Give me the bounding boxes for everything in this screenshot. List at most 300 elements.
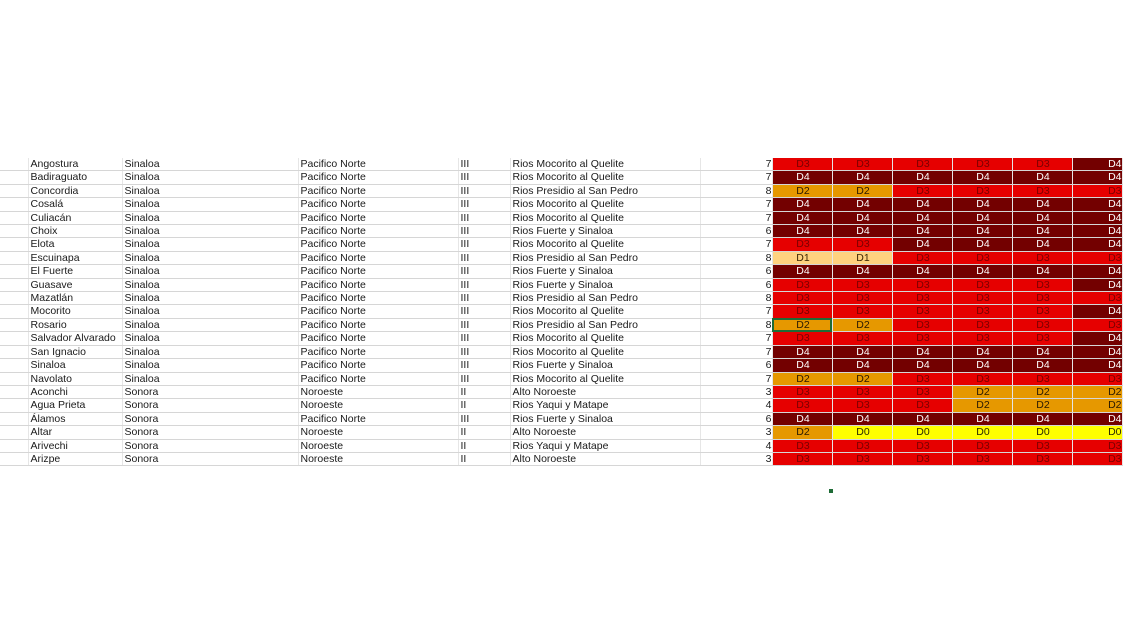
number-cell[interactable]: 7 (700, 198, 772, 211)
drought-level-cell[interactable]: D3 (952, 439, 1012, 452)
drought-level-cell[interactable]: D4 (772, 359, 832, 372)
drought-level-cell[interactable]: D4 (832, 265, 892, 278)
drought-level-cell[interactable]: D3 (1012, 439, 1072, 452)
municipio-cell[interactable]: Altar (28, 426, 122, 439)
estado-cell[interactable]: Sinaloa (122, 158, 298, 171)
numeral-cell[interactable]: III (458, 345, 510, 358)
municipio-cell[interactable]: Culiacán (28, 211, 122, 224)
region-cell[interactable]: Pacifico Norte (298, 359, 458, 372)
drought-level-cell[interactable]: D4 (1012, 171, 1072, 184)
spreadsheet-grid[interactable] (0, 158, 1122, 465)
row-gutter-cell[interactable] (0, 372, 28, 385)
number-cell[interactable]: 4 (700, 439, 772, 452)
municipio-cell[interactable]: Mazatlán (28, 292, 122, 305)
drought-level-cell[interactable]: D3 (892, 305, 952, 318)
drought-level-cell[interactable]: D3 (832, 399, 892, 412)
number-cell[interactable]: 7 (700, 158, 772, 171)
number-cell[interactable]: 6 (700, 225, 772, 238)
region-cell[interactable]: Noroeste (298, 426, 458, 439)
drought-level-cell[interactable]: D2 (832, 318, 892, 331)
region-cell[interactable]: Pacifico Norte (298, 292, 458, 305)
region-cell[interactable]: Pacifico Norte (298, 251, 458, 264)
row-gutter-cell[interactable] (0, 251, 28, 264)
numeral-cell[interactable]: III (458, 198, 510, 211)
region-cell[interactable]: Noroeste (298, 399, 458, 412)
fill-handle[interactable] (829, 489, 833, 493)
drought-level-cell[interactable]: D3 (1072, 184, 1122, 197)
cuenca-cell[interactable]: Rios Mocorito al Quelite (510, 332, 700, 345)
drought-level-cell[interactable]: D4 (1072, 265, 1122, 278)
numeral-cell[interactable]: III (458, 225, 510, 238)
number-cell[interactable]: 8 (700, 251, 772, 264)
drought-level-cell[interactable]: D3 (772, 332, 832, 345)
drought-level-cell[interactable]: D3 (892, 385, 952, 398)
row-gutter-cell[interactable] (0, 278, 28, 291)
drought-level-cell[interactable]: D3 (952, 158, 1012, 171)
municipio-cell[interactable]: Álamos (28, 412, 122, 425)
drought-level-cell[interactable]: D3 (832, 452, 892, 465)
estado-cell[interactable]: Sinaloa (122, 292, 298, 305)
number-cell[interactable]: 6 (700, 265, 772, 278)
row-gutter-cell[interactable] (0, 292, 28, 305)
drought-level-cell[interactable]: D3 (832, 238, 892, 251)
drought-level-cell[interactable]: D3 (1012, 305, 1072, 318)
number-cell[interactable]: 7 (700, 305, 772, 318)
numeral-cell[interactable]: II (458, 452, 510, 465)
estado-cell[interactable]: Sinaloa (122, 198, 298, 211)
drought-level-cell[interactable]: D4 (1072, 225, 1122, 238)
region-cell[interactable]: Pacifico Norte (298, 345, 458, 358)
drought-level-cell[interactable]: D3 (892, 372, 952, 385)
drought-level-cell[interactable]: D3 (892, 439, 952, 452)
numeral-cell[interactable]: III (458, 359, 510, 372)
number-cell[interactable]: 3 (700, 426, 772, 439)
drought-level-cell[interactable]: D3 (892, 332, 952, 345)
drought-level-cell[interactable]: D3 (1012, 278, 1072, 291)
row-gutter-cell[interactable] (0, 359, 28, 372)
region-cell[interactable]: Pacifico Norte (298, 305, 458, 318)
municipio-cell[interactable]: Arizpe (28, 452, 122, 465)
estado-cell[interactable]: Sonora (122, 426, 298, 439)
row-gutter-cell[interactable] (0, 345, 28, 358)
number-cell[interactable]: 7 (700, 238, 772, 251)
number-cell[interactable]: 7 (700, 345, 772, 358)
drought-level-cell[interactable]: D4 (832, 345, 892, 358)
drought-level-cell[interactable]: D4 (1012, 225, 1072, 238)
municipio-cell[interactable]: Guasave (28, 278, 122, 291)
region-cell[interactable]: Pacifico Norte (298, 372, 458, 385)
drought-level-cell[interactable]: D4 (1012, 265, 1072, 278)
municipio-cell[interactable]: Cosalá (28, 198, 122, 211)
municipio-cell[interactable]: Rosario (28, 318, 122, 331)
drought-level-cell[interactable]: D3 (952, 278, 1012, 291)
cuenca-cell[interactable]: Rios Mocorito al Quelite (510, 171, 700, 184)
estado-cell[interactable]: Sinaloa (122, 345, 298, 358)
municipio-cell[interactable]: Sinaloa (28, 359, 122, 372)
drought-level-cell[interactable]: D4 (772, 412, 832, 425)
drought-level-cell[interactable]: D3 (1072, 439, 1122, 452)
region-cell[interactable]: Pacifico Norte (298, 184, 458, 197)
cuenca-cell[interactable]: Rios Presidio al San Pedro (510, 184, 700, 197)
drought-level-cell[interactable]: D4 (772, 345, 832, 358)
drought-level-cell[interactable]: D4 (892, 171, 952, 184)
row-gutter-cell[interactable] (0, 184, 28, 197)
cuenca-cell[interactable]: Rios Fuerte y Sinaloa (510, 359, 700, 372)
drought-level-cell[interactable]: D3 (1072, 318, 1122, 331)
row-gutter-cell[interactable] (0, 439, 28, 452)
drought-level-cell[interactable]: D4 (832, 412, 892, 425)
number-cell[interactable]: 7 (700, 171, 772, 184)
drought-level-cell[interactable]: D2 (772, 372, 832, 385)
drought-level-cell[interactable]: D4 (1072, 158, 1122, 171)
estado-cell[interactable]: Sinaloa (122, 332, 298, 345)
drought-level-cell[interactable]: D4 (772, 265, 832, 278)
drought-level-cell[interactable]: D0 (952, 426, 1012, 439)
drought-level-cell[interactable]: D3 (772, 452, 832, 465)
row-gutter-cell[interactable] (0, 412, 28, 425)
numeral-cell[interactable]: III (458, 292, 510, 305)
drought-level-cell[interactable]: D2 (952, 385, 1012, 398)
drought-level-cell[interactable]: D4 (772, 198, 832, 211)
row-gutter-cell[interactable] (0, 332, 28, 345)
drought-level-cell[interactable]: D4 (1072, 198, 1122, 211)
row-gutter-cell[interactable] (0, 305, 28, 318)
drought-level-cell[interactable]: D3 (1012, 251, 1072, 264)
region-cell[interactable]: Pacifico Norte (298, 211, 458, 224)
drought-level-cell[interactable]: D2 (1072, 385, 1122, 398)
drought-level-cell[interactable]: D2 (772, 426, 832, 439)
drought-level-cell[interactable]: D0 (1012, 426, 1072, 439)
drought-level-cell[interactable]: D4 (1012, 412, 1072, 425)
municipio-cell[interactable]: San Ignacio (28, 345, 122, 358)
row-gutter-cell[interactable] (0, 426, 28, 439)
drought-level-cell[interactable]: D3 (1012, 318, 1072, 331)
drought-level-cell[interactable]: D2 (1012, 385, 1072, 398)
drought-level-cell[interactable]: D3 (952, 372, 1012, 385)
drought-level-cell[interactable]: D3 (952, 332, 1012, 345)
drought-level-cell[interactable]: D3 (772, 278, 832, 291)
municipio-cell[interactable]: Aconchi (28, 385, 122, 398)
cuenca-cell[interactable]: Rios Presidio al San Pedro (510, 318, 700, 331)
row-gutter-cell[interactable] (0, 265, 28, 278)
drought-level-cell[interactable]: D4 (952, 171, 1012, 184)
region-cell[interactable]: Pacifico Norte (298, 171, 458, 184)
drought-level-cell[interactable]: D4 (892, 359, 952, 372)
region-cell[interactable]: Pacifico Norte (298, 412, 458, 425)
drought-level-cell[interactable]: D4 (832, 171, 892, 184)
drought-level-cell[interactable]: D3 (1072, 292, 1122, 305)
drought-level-cell[interactable]: D2 (1072, 399, 1122, 412)
drought-level-cell[interactable]: D4 (952, 211, 1012, 224)
drought-level-cell[interactable]: D3 (1012, 184, 1072, 197)
drought-level-cell[interactable]: D4 (892, 211, 952, 224)
drought-level-cell[interactable]: D4 (892, 198, 952, 211)
municipio-cell[interactable]: Arivechi (28, 439, 122, 452)
drought-level-cell[interactable]: D4 (772, 211, 832, 224)
drought-level-cell[interactable]: D3 (892, 452, 952, 465)
numeral-cell[interactable]: II (458, 399, 510, 412)
drought-level-cell[interactable]: D4 (892, 345, 952, 358)
drought-level-cell[interactable]: D4 (1072, 359, 1122, 372)
row-gutter-cell[interactable] (0, 198, 28, 211)
municipio-cell[interactable]: Badiraguato (28, 171, 122, 184)
drought-level-cell[interactable]: D3 (832, 158, 892, 171)
row-gutter-cell[interactable] (0, 318, 28, 331)
estado-cell[interactable]: Sonora (122, 452, 298, 465)
estado-cell[interactable]: Sinaloa (122, 225, 298, 238)
drought-level-cell[interactable]: D4 (1072, 238, 1122, 251)
drought-level-cell[interactable]: D3 (952, 184, 1012, 197)
numeral-cell[interactable]: III (458, 318, 510, 331)
drought-level-cell[interactable]: D3 (1012, 452, 1072, 465)
drought-level-cell[interactable]: D3 (772, 238, 832, 251)
drought-level-cell[interactable]: D4 (952, 225, 1012, 238)
drought-level-cell[interactable]: D4 (1012, 211, 1072, 224)
drought-level-cell[interactable]: D3 (772, 439, 832, 452)
drought-level-cell[interactable]: D4 (1072, 345, 1122, 358)
region-cell[interactable]: Pacifico Norte (298, 198, 458, 211)
numeral-cell[interactable]: III (458, 158, 510, 171)
numeral-cell[interactable]: III (458, 184, 510, 197)
number-cell[interactable]: 3 (700, 452, 772, 465)
region-cell[interactable]: Pacifico Norte (298, 278, 458, 291)
estado-cell[interactable]: Sinaloa (122, 211, 298, 224)
drought-level-cell[interactable]: D3 (832, 385, 892, 398)
drought-level-cell[interactable]: D3 (892, 292, 952, 305)
estado-cell[interactable]: Sonora (122, 385, 298, 398)
drought-level-cell[interactable]: D4 (892, 265, 952, 278)
number-cell[interactable]: 7 (700, 211, 772, 224)
drought-level-cell[interactable]: D4 (1072, 278, 1122, 291)
estado-cell[interactable]: Sinaloa (122, 372, 298, 385)
municipio-cell[interactable]: Salvador Alvarado (28, 332, 122, 345)
municipio-cell[interactable]: Concordia (28, 184, 122, 197)
drought-level-cell[interactable]: D2 (772, 184, 832, 197)
row-gutter-cell[interactable] (0, 225, 28, 238)
row-gutter-cell[interactable] (0, 238, 28, 251)
drought-level-cell[interactable]: D4 (1072, 171, 1122, 184)
numeral-cell[interactable]: III (458, 171, 510, 184)
drought-level-cell[interactable]: D0 (1072, 426, 1122, 439)
drought-level-cell[interactable]: D3 (1072, 251, 1122, 264)
drought-level-cell[interactable]: D2 (832, 372, 892, 385)
drought-level-cell[interactable]: D3 (892, 158, 952, 171)
drought-level-cell[interactable]: D4 (1072, 332, 1122, 345)
row-gutter-cell[interactable] (0, 399, 28, 412)
numeral-cell[interactable]: II (458, 385, 510, 398)
estado-cell[interactable]: Sinaloa (122, 359, 298, 372)
drought-level-cell[interactable]: D3 (1072, 452, 1122, 465)
numeral-cell[interactable]: II (458, 439, 510, 452)
drought-level-cell[interactable]: D3 (832, 439, 892, 452)
drought-level-cell[interactable]: D1 (772, 251, 832, 264)
cuenca-cell[interactable]: Alto Noroeste (510, 385, 700, 398)
numeral-cell[interactable]: III (458, 238, 510, 251)
drought-level-cell[interactable]: D4 (1072, 305, 1122, 318)
numeral-cell[interactable]: III (458, 332, 510, 345)
drought-level-cell[interactable]: D3 (952, 452, 1012, 465)
drought-level-cell[interactable]: D3 (892, 399, 952, 412)
drought-level-cell[interactable]: D4 (832, 211, 892, 224)
region-cell[interactable]: Pacifico Norte (298, 238, 458, 251)
drought-level-cell[interactable]: D3 (772, 158, 832, 171)
drought-level-cell[interactable]: D3 (772, 399, 832, 412)
municipio-cell[interactable]: Escuinapa (28, 251, 122, 264)
drought-level-cell[interactable]: D3 (832, 278, 892, 291)
row-gutter-cell[interactable] (0, 171, 28, 184)
drought-level-cell[interactable]: D3 (832, 332, 892, 345)
cuenca-cell[interactable]: Rios Mocorito al Quelite (510, 345, 700, 358)
drought-level-cell[interactable]: D4 (1012, 345, 1072, 358)
number-cell[interactable]: 6 (700, 359, 772, 372)
number-cell[interactable]: 3 (700, 385, 772, 398)
cuenca-cell[interactable]: Rios Mocorito al Quelite (510, 158, 700, 171)
municipio-cell[interactable]: Elota (28, 238, 122, 251)
cuenca-cell[interactable]: Rios Yaqui y Matape (510, 399, 700, 412)
numeral-cell[interactable]: III (458, 305, 510, 318)
drought-level-cell[interactable]: D4 (832, 198, 892, 211)
drought-level-cell[interactable]: D4 (1012, 238, 1072, 251)
municipio-cell[interactable]: Angostura (28, 158, 122, 171)
drought-level-cell[interactable]: D3 (952, 251, 1012, 264)
region-cell[interactable]: Noroeste (298, 439, 458, 452)
drought-level-cell[interactable]: D0 (892, 426, 952, 439)
drought-level-cell[interactable]: D2 (832, 184, 892, 197)
cuenca-cell[interactable]: Rios Mocorito al Quelite (510, 211, 700, 224)
region-cell[interactable]: Pacifico Norte (298, 225, 458, 238)
estado-cell[interactable]: Sinaloa (122, 318, 298, 331)
numeral-cell[interactable]: III (458, 278, 510, 291)
drought-level-cell[interactable]: D4 (892, 238, 952, 251)
drought-level-cell[interactable]: D4 (892, 225, 952, 238)
estado-cell[interactable]: Sinaloa (122, 184, 298, 197)
drought-level-cell[interactable]: D3 (772, 385, 832, 398)
number-cell[interactable]: 7 (700, 332, 772, 345)
drought-level-cell[interactable]: D3 (892, 184, 952, 197)
drought-level-cell[interactable]: D3 (832, 305, 892, 318)
region-cell[interactable]: Noroeste (298, 385, 458, 398)
drought-level-cell[interactable]: D4 (772, 225, 832, 238)
number-cell[interactable]: 4 (700, 399, 772, 412)
municipio-cell[interactable]: Choix (28, 225, 122, 238)
drought-level-cell[interactable]: D3 (772, 305, 832, 318)
drought-level-cell[interactable]: D3 (1072, 372, 1122, 385)
cuenca-cell[interactable]: Rios Presidio al San Pedro (510, 251, 700, 264)
municipio-cell[interactable]: Agua Prieta (28, 399, 122, 412)
cuenca-cell[interactable]: Alto Noroeste (510, 426, 700, 439)
drought-level-cell[interactable]: D0 (832, 426, 892, 439)
cuenca-cell[interactable]: Rios Fuerte y Sinaloa (510, 265, 700, 278)
drought-level-cell[interactable]: D3 (1012, 292, 1072, 305)
cuenca-cell[interactable]: Rios Mocorito al Quelite (510, 198, 700, 211)
numeral-cell[interactable]: III (458, 372, 510, 385)
cuenca-cell[interactable]: Rios Presidio al San Pedro (510, 292, 700, 305)
drought-level-cell[interactable]: D4 (892, 412, 952, 425)
number-cell[interactable]: 6 (700, 412, 772, 425)
drought-level-cell[interactable]: D3 (952, 292, 1012, 305)
number-cell[interactable]: 6 (700, 278, 772, 291)
number-cell[interactable]: 7 (700, 372, 772, 385)
cuenca-cell[interactable]: Rios Yaqui y Matape (510, 439, 700, 452)
cuenca-cell[interactable]: Alto Noroeste (510, 452, 700, 465)
number-cell[interactable]: 8 (700, 318, 772, 331)
drought-level-cell[interactable]: D4 (772, 171, 832, 184)
drought-level-cell[interactable]: D2 (952, 399, 1012, 412)
drought-level-cell[interactable]: D2 (772, 318, 832, 331)
municipio-cell[interactable]: Mocorito (28, 305, 122, 318)
drought-level-cell[interactable]: D3 (1012, 158, 1072, 171)
drought-level-cell[interactable]: D4 (1012, 359, 1072, 372)
drought-level-cell[interactable]: D4 (952, 265, 1012, 278)
numeral-cell[interactable]: III (458, 412, 510, 425)
region-cell[interactable]: Pacifico Norte (298, 158, 458, 171)
drought-level-cell[interactable]: D3 (1012, 332, 1072, 345)
estado-cell[interactable]: Sonora (122, 412, 298, 425)
cuenca-cell[interactable]: Rios Fuerte y Sinaloa (510, 412, 700, 425)
drought-level-cell[interactable]: D4 (952, 238, 1012, 251)
estado-cell[interactable]: Sinaloa (122, 238, 298, 251)
drought-level-cell[interactable]: D4 (1072, 211, 1122, 224)
number-cell[interactable]: 8 (700, 184, 772, 197)
estado-cell[interactable]: Sinaloa (122, 251, 298, 264)
cuenca-cell[interactable]: Rios Mocorito al Quelite (510, 305, 700, 318)
estado-cell[interactable]: Sonora (122, 399, 298, 412)
numeral-cell[interactable]: II (458, 426, 510, 439)
drought-level-cell[interactable]: D3 (772, 292, 832, 305)
region-cell[interactable]: Noroeste (298, 452, 458, 465)
drought-level-cell[interactable]: D3 (832, 292, 892, 305)
numeral-cell[interactable]: III (458, 211, 510, 224)
drought-level-cell[interactable]: D2 (1012, 399, 1072, 412)
numeral-cell[interactable]: III (458, 251, 510, 264)
drought-level-cell[interactable]: D3 (892, 318, 952, 331)
row-gutter-cell[interactable] (0, 452, 28, 465)
estado-cell[interactable]: Sinaloa (122, 171, 298, 184)
drought-level-cell[interactable]: D4 (952, 198, 1012, 211)
numeral-cell[interactable]: III (458, 265, 510, 278)
drought-level-cell[interactable]: D4 (832, 225, 892, 238)
estado-cell[interactable]: Sinaloa (122, 305, 298, 318)
row-gutter-cell[interactable] (0, 158, 28, 171)
drought-level-cell[interactable]: D4 (1012, 198, 1072, 211)
row-gutter-cell[interactable] (0, 211, 28, 224)
municipio-cell[interactable]: Navolato (28, 372, 122, 385)
drought-level-cell[interactable]: D3 (892, 251, 952, 264)
drought-level-cell[interactable]: D4 (832, 359, 892, 372)
row-gutter-cell[interactable] (0, 385, 28, 398)
estado-cell[interactable]: Sonora (122, 439, 298, 452)
estado-cell[interactable]: Sinaloa (122, 278, 298, 291)
drought-level-cell[interactable]: D4 (952, 345, 1012, 358)
cuenca-cell[interactable]: Rios Mocorito al Quelite (510, 238, 700, 251)
region-cell[interactable]: Pacifico Norte (298, 265, 458, 278)
region-cell[interactable]: Pacifico Norte (298, 332, 458, 345)
drought-level-cell[interactable]: D3 (952, 305, 1012, 318)
drought-level-cell[interactable]: D3 (952, 318, 1012, 331)
drought-level-cell[interactable]: D1 (832, 251, 892, 264)
drought-level-cell[interactable]: D4 (952, 359, 1012, 372)
drought-level-cell[interactable]: D3 (1012, 372, 1072, 385)
estado-cell[interactable]: Sinaloa (122, 265, 298, 278)
number-cell[interactable]: 8 (700, 292, 772, 305)
cuenca-cell[interactable]: Rios Mocorito al Quelite (510, 372, 700, 385)
cuenca-cell[interactable]: Rios Fuerte y Sinaloa (510, 225, 700, 238)
cuenca-cell[interactable]: Rios Fuerte y Sinaloa (510, 278, 700, 291)
drought-level-cell[interactable]: D3 (892, 278, 952, 291)
drought-level-cell[interactable]: D4 (1072, 412, 1122, 425)
municipio-cell[interactable]: El Fuerte (28, 265, 122, 278)
drought-level-cell[interactable]: D4 (952, 412, 1012, 425)
